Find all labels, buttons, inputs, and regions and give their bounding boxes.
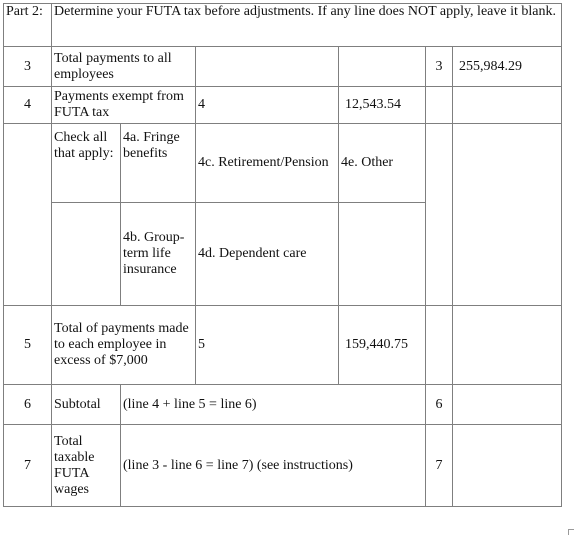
line-5-label: Total of payments made to each employee in excess of $7,000 <box>52 306 196 385</box>
line-4-box-number: 4 <box>196 87 339 124</box>
line-4-blank-2 <box>453 87 562 124</box>
option-4a[interactable]: 4a. Fringe benefits <box>121 124 196 203</box>
line-4-amount[interactable]: 12,543.54 <box>339 87 426 124</box>
futa-part2-table <box>3 3 562 507</box>
line-7-formula: (line 3 - line 6 = line 7) (see instructions) <box>121 425 426 507</box>
line-4-number: 4 <box>4 87 52 124</box>
check-all-label: Check all that apply: <box>52 124 121 203</box>
part-instruction: Determine your FUTA tax before adjustments. If any line does NOT apply, leave it blank. <box>52 4 562 47</box>
line-5-box-number: 5 <box>196 306 339 385</box>
check-row-blank-3 <box>453 124 562 306</box>
check-row-blank <box>4 124 52 306</box>
corner-mark <box>568 529 574 535</box>
futa-form <box>3 3 562 507</box>
line-5-amount[interactable]: 159,440.75 <box>339 306 426 385</box>
option-4b[interactable]: 4b. Group-term life insurance <box>121 203 196 306</box>
check-row-2-blank <box>52 203 121 306</box>
line-4-label: Payments exempt from FUTA tax <box>52 87 196 124</box>
check-row-2-blank-2 <box>339 203 426 306</box>
line-7-number: 7 <box>4 425 52 507</box>
line-3-blank-2 <box>339 47 426 87</box>
line-6-box-number: 6 <box>426 385 453 425</box>
option-4c[interactable]: 4c. Retirement/Pension <box>196 124 339 203</box>
line-3-box-number: 3 <box>426 47 453 87</box>
check-row-blank-2 <box>426 124 453 306</box>
line-6-formula: (line 4 + line 5 = line 6) <box>121 385 426 425</box>
line-3-blank <box>196 47 339 87</box>
line-3-row <box>4 47 562 87</box>
line-4-blank <box>426 87 453 124</box>
line-4-row <box>4 87 562 124</box>
line-3-label: Total payments to all employees <box>52 47 196 87</box>
part-label: Part 2: <box>4 4 52 47</box>
line-3-number: 3 <box>4 47 52 87</box>
line-7-amount[interactable] <box>453 425 562 507</box>
option-4d[interactable]: 4d. Dependent care <box>196 203 339 306</box>
line-6-label: Subtotal <box>52 385 121 425</box>
line-6-row <box>4 385 562 425</box>
line-6-number: 6 <box>4 385 52 425</box>
line-3-amount[interactable]: 255,984.29 <box>453 47 562 87</box>
line-5-blank-2 <box>453 306 562 385</box>
line-7-label: Total taxable FUTA wages <box>52 425 121 507</box>
line-7-box-number: 7 <box>426 425 453 507</box>
line-5-row <box>4 306 562 385</box>
line-5-number: 5 <box>4 306 52 385</box>
check-row-1 <box>4 124 562 203</box>
header-row <box>4 4 562 47</box>
line-6-amount[interactable] <box>453 385 562 425</box>
line-7-row <box>4 425 562 507</box>
option-4e[interactable]: 4e. Other <box>339 124 426 203</box>
line-5-blank <box>426 306 453 385</box>
